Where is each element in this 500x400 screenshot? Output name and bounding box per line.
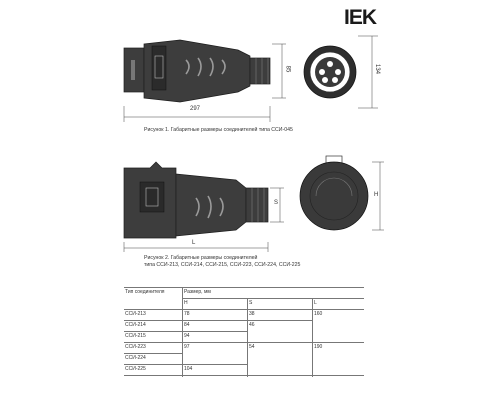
figure1-caption: Рисунок 1. Габаритные размеры соединителей типа ССИ-045 [144,127,293,133]
table-row: ССИ-214 84 46 [124,321,364,332]
fig2-dim-s: S [274,200,279,206]
iek-logo: IEK [344,6,377,29]
table-row: ССИ-224 [124,354,364,365]
table-row: ССИ-213 78 38 160 [124,310,364,321]
table-header-row [124,288,364,299]
figure2-caption-line2: типа ССИ-213, ССИ-214, ССИ-215, ССИ-223, ССИ-224, ССИ-225 [144,262,301,268]
fig1-dim-length: 297 [190,106,201,112]
plug-side-view [124,40,270,102]
col-size-header: Размер, мм [183,288,365,299]
table-subheader-row [124,299,364,310]
table-row: ССИ-215 94 [124,332,364,343]
plug-front-view [304,46,356,98]
dimensions-table [124,287,364,377]
fig2-dim-l: L [192,240,196,246]
fig2-dim-h: H [374,192,379,198]
socket-front-view [300,156,368,230]
fig1-dim-diameter: 134 [374,63,381,75]
col-l-header: L [313,299,365,310]
figure1-drawing [0,0,500,130]
col-h-header: H [183,299,248,310]
figure2-caption-line1: Рисунок 2. Габаритные размеры соединителей [144,255,258,261]
socket-side-view [124,162,268,238]
col-type-header: Тип соединителя [124,288,183,299]
table-row: ССИ-225 104 [124,365,364,376]
table-bottom-border [124,376,364,378]
col-s-header: S [248,299,313,310]
table-row: ССИ-223 97 54 190 [124,343,364,354]
figure2-caption [144,255,300,269]
fig1-dim-height: 85 [284,65,291,73]
